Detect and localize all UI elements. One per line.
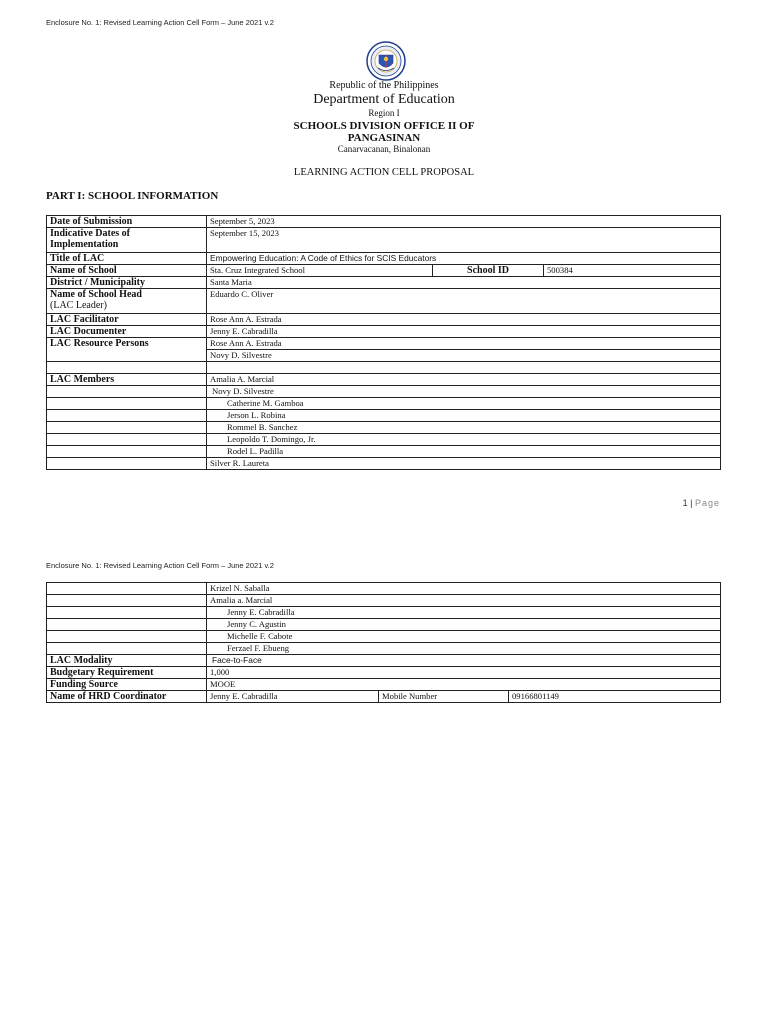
table-row xyxy=(47,679,721,691)
funding-label: Funding Source xyxy=(47,679,207,691)
blank-label-cell xyxy=(47,583,207,595)
school-name-value: Sta. Cruz Integrated School xyxy=(207,265,433,277)
modality-label: LAC Modality xyxy=(47,655,207,667)
member-value: Silver R. Laureta xyxy=(207,458,721,470)
school-id-value: 500384 xyxy=(544,265,721,277)
table-row xyxy=(47,410,721,422)
resource-person-value: Novy D. Silvestre xyxy=(207,350,721,362)
member-value: Jenny C. Agustin xyxy=(207,619,721,631)
documenter-label: LAC Documenter xyxy=(47,326,207,338)
table-row xyxy=(47,386,721,398)
blank-label-cell xyxy=(47,458,207,470)
table-row xyxy=(47,434,721,446)
department-title: Department of Education xyxy=(313,92,455,107)
table-row xyxy=(47,265,721,277)
blank-label-cell xyxy=(47,434,207,446)
mobile-number-label: Mobile Number xyxy=(379,691,509,703)
table-row xyxy=(47,422,721,434)
table-row xyxy=(47,253,721,265)
republic-label: Republic of the Philippines xyxy=(329,80,439,91)
school-name-label: Name of School xyxy=(47,265,207,277)
table-row xyxy=(47,667,721,679)
deped-seal-icon xyxy=(366,41,406,81)
title-lac-label: Title of LAC xyxy=(47,253,207,265)
member-value: Jenny E. Cabradilla xyxy=(207,607,721,619)
table-row xyxy=(47,326,721,338)
blank-label-cell xyxy=(47,362,207,374)
blank-label-cell xyxy=(47,422,207,434)
facilitator-value: Rose Ann A. Estrada xyxy=(207,314,721,326)
table-row xyxy=(47,398,721,410)
blank-label-cell xyxy=(47,446,207,458)
enclosure-note: Enclosure No. 1: Revised Learning Action Cell Form – June 2021 v.2 xyxy=(46,561,274,570)
facilitator-label: LAC Facilitator xyxy=(47,314,207,326)
indicative-dates-value: September 15, 2023 xyxy=(207,228,721,253)
resource-person-value: Rose Ann A. Estrada xyxy=(207,338,721,350)
region-label: Region I xyxy=(368,108,400,118)
school-head-value: Eduardo C. Oliver xyxy=(207,289,721,314)
hrd-coordinator-label: Name of HRD Coordinator xyxy=(47,691,207,703)
member-value: Rommel B. Sanchez xyxy=(207,422,721,434)
modality-value: Face-to-Face xyxy=(207,655,721,667)
blank-label-cell xyxy=(47,643,207,655)
table-row xyxy=(47,583,721,595)
indicative-dates-label: Indicative Dates of Implementation xyxy=(47,228,207,253)
budget-label: Budgetary Requirement xyxy=(47,667,207,679)
member-value: Amalia a. Marcial xyxy=(207,595,721,607)
member-value: Ferzael F. Ebueng xyxy=(207,643,721,655)
table-row xyxy=(47,607,721,619)
blank-label-cell xyxy=(47,386,207,398)
page-number: 1 | Page xyxy=(682,498,720,508)
division-line2: PANGASINAN xyxy=(347,132,421,144)
school-id-label: School ID xyxy=(433,265,544,277)
member-value: Leopoldo T. Domingo, Jr. xyxy=(207,434,721,446)
document-title: LEARNING ACTION CELL PROPOSAL xyxy=(293,167,475,178)
blank-label-cell xyxy=(47,631,207,643)
table-row xyxy=(47,691,721,703)
mobile-number-value: 09166801149 xyxy=(509,691,721,703)
division-address: Canarvacanan, Binalonan xyxy=(337,144,431,154)
division-line1: SCHOOLS DIVISION OFFICE II OF xyxy=(293,120,475,132)
blank-value-cell xyxy=(207,362,721,374)
budget-value: 1,000 xyxy=(207,667,721,679)
member-value: Jerson L. Robina xyxy=(207,410,721,422)
table-row xyxy=(47,338,721,350)
table-row xyxy=(47,228,721,253)
member-value: Catherine M. Gamboa xyxy=(207,398,721,410)
enclosure-note: Enclosure No. 1: Revised Learning Action Cell Form – June 2021 v.2 xyxy=(46,18,274,27)
table-row xyxy=(47,289,721,314)
documenter-value: Jenny E. Cabradilla xyxy=(207,326,721,338)
table-row xyxy=(47,619,721,631)
table-row xyxy=(47,595,721,607)
member-value: Amalia A. Marcial xyxy=(207,374,721,386)
table-row xyxy=(47,446,721,458)
district-label: District / Municipality xyxy=(47,277,207,289)
hrd-coordinator-value: Jenny E. Cabradilla xyxy=(207,691,379,703)
date-submission-label: Date of Submission xyxy=(47,216,207,228)
member-value: Krizel N. Saballa xyxy=(207,583,721,595)
table-row xyxy=(47,458,721,470)
table-row xyxy=(47,655,721,667)
school-head-label: Name of School Head (LAC Leader) xyxy=(47,289,207,314)
date-submission-value: September 5, 2023 xyxy=(207,216,721,228)
member-value: Novy D. Silvestre xyxy=(207,386,721,398)
blank-label-cell xyxy=(47,398,207,410)
title-lac-value: Empowering Education: A Code of Ethics for SCIS Educators xyxy=(207,253,721,265)
funding-value: MOOE xyxy=(207,679,721,691)
table-row xyxy=(47,314,721,326)
table-row xyxy=(47,643,721,655)
blank-label-cell xyxy=(47,607,207,619)
blank-label-cell xyxy=(47,595,207,607)
resource-persons-label: LAC Resource Persons xyxy=(47,338,207,362)
table-row xyxy=(47,216,721,228)
part-title: PART I: SCHOOL INFORMATION xyxy=(46,190,219,202)
member-value: Rodel L. Padilla xyxy=(207,446,721,458)
blank-label-cell xyxy=(47,619,207,631)
blank-label-cell xyxy=(47,410,207,422)
table-row xyxy=(47,374,721,386)
district-value: Santa Maria xyxy=(207,277,721,289)
members-label: LAC Members xyxy=(47,374,207,386)
table-row xyxy=(47,362,721,374)
school-information-table-continued xyxy=(46,582,721,703)
member-value: Michelle F. Cabote xyxy=(207,631,721,643)
school-information-table xyxy=(46,215,721,470)
table-row xyxy=(47,277,721,289)
table-row xyxy=(47,631,721,643)
